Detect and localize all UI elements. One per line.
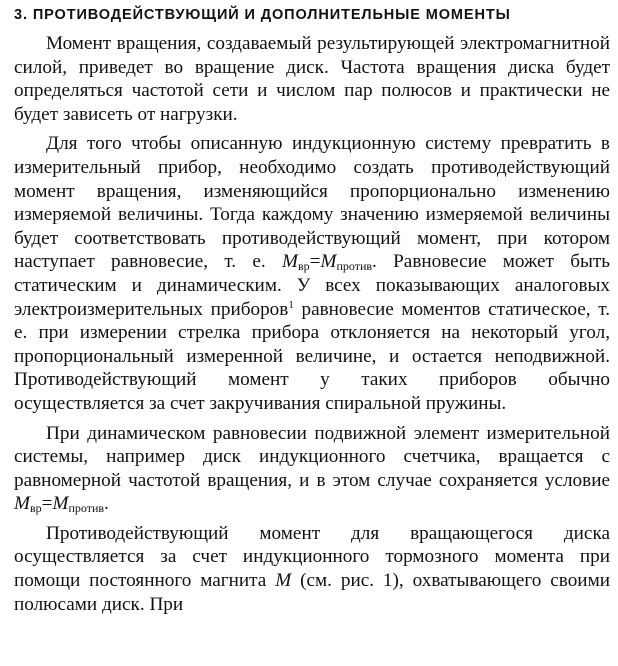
paragraph-4	[14, 522, 610, 616]
formula-equals: =	[41, 493, 53, 515]
formula-subscript-torque: вр	[297, 259, 310, 274]
formula-subscript-torque: вр	[29, 501, 42, 516]
formula-moment-symbol: M	[320, 251, 337, 273]
paragraph-2-text-a: Для того чтобы описанную индукционную систему превратить в измерительный прибор, необходимо создать противодействующий момент вращения, изменяющийся пропорционально изменению измеряемой величины. Тогда каждому значению измеряемой величины будет соответствовать противодействующий момент, при котором наступает равновесие, т. е.	[14, 133, 610, 273]
paragraph-4-text-b: (см. рис. 1), охватывающего своими полюсами диск. При	[14, 570, 610, 615]
formula-moment-symbol: M	[14, 493, 30, 515]
paragraph-3-text-a: При динамическом равновесии подвижной элемент измерительной системы, например диск индукционного счетчика, вращается с равномерной частотой вращения, и в этом случае сохраняется условие	[14, 422, 610, 491]
paragraph-4-text-a: Противодействующий момент для вращающегося диска осуществляется за счет индукционного тормозного момента при помощи постоянного магнита	[14, 522, 610, 592]
formula-moment-symbol: M	[281, 251, 298, 273]
footnote-marker: 1	[288, 298, 294, 311]
magnet-symbol: M	[275, 570, 292, 592]
formula-subscript-counter: против	[68, 501, 105, 516]
paragraph-2	[14, 132, 610, 415]
section-heading: 3. ПРОТИВОДЕЙСТВУЮЩИЙ И ДОПОЛНИТЕЛЬНЫЕ МОМЕНТЫ	[14, 7, 511, 23]
formula-equals: =	[309, 251, 321, 273]
equilibrium-formula	[14, 493, 104, 514]
equilibrium-formula	[282, 251, 372, 272]
formula-subscript-counter: против	[336, 259, 373, 274]
paragraph-3-text-b: .	[104, 493, 109, 515]
paragraph-2-text-b: . Равновесие может быть статическим и динамическим. У всех показывающих аналоговых электроизмерительных приборов	[14, 251, 610, 320]
paragraph-3	[14, 422, 610, 516]
formula-moment-symbol: M	[52, 493, 69, 515]
paragraph-1: Момент вращения, создаваемый результирующей электромагнитной силой, приведет во вращение диск. Частота вращения диска будет определяться частотой сети и числом пар полюсов и практически не будет зависеть от нагрузки.	[14, 33, 610, 125]
paragraph-2-text-c: равновесие моментов статическое, т. е. при измерении стрелка прибора отклоняется на некоторый угол, пропорциональный измеренной величине, и остается неподвижной. Противодействующий момент у таких приборов обычно осуществляется за счет закручивания спиральной пружины.	[14, 298, 610, 414]
